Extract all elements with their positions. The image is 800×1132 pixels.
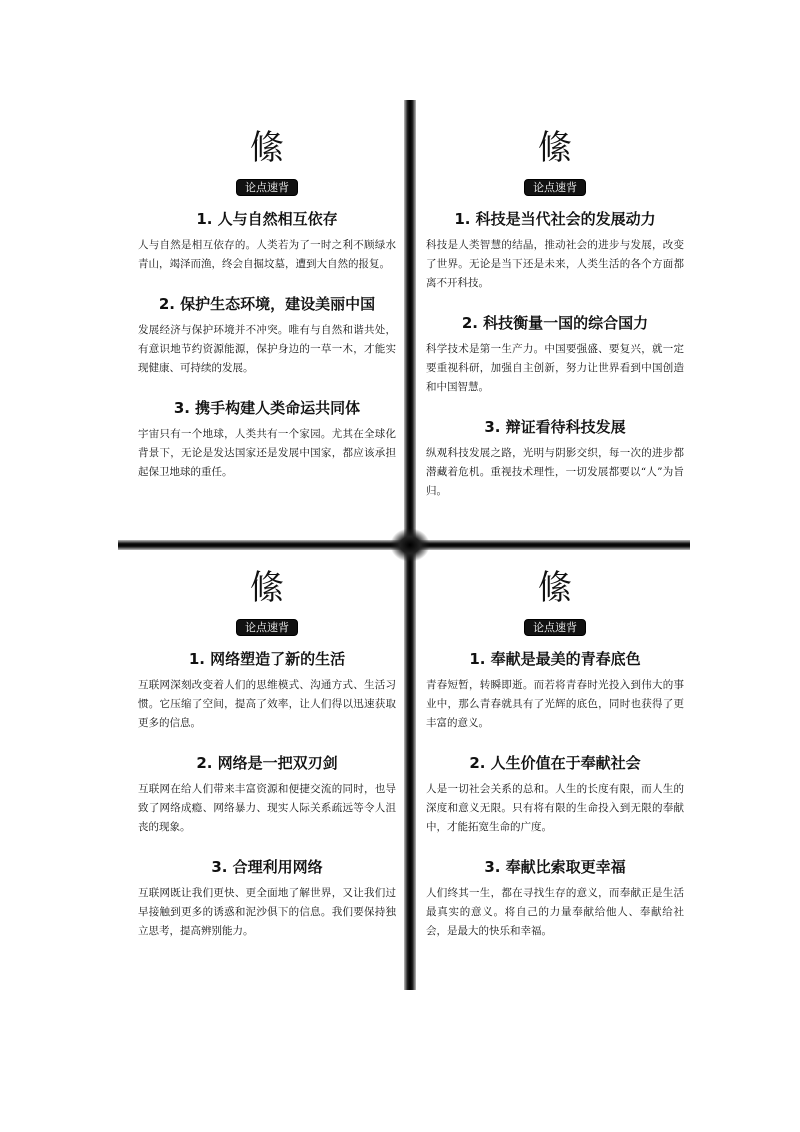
- calligraphy-logo: 絛: [250, 568, 284, 608]
- argument-body: 互联网在给人们带来丰富资源和便捷交流的同时，也导致了网络成瘾、网络暴力、现实人际关系疏远等令人沮丧的现象。: [138, 783, 396, 833]
- argument-body: 人与自然是相互依存的。人类若为了一时之利不顾绿水青山，竭泽而渔，终会自掘坟墓，遭到大自然的报复。: [138, 239, 396, 270]
- quadrant-dedication: [426, 568, 684, 941]
- argument-title: 2. 科技衡量一国的综合国力: [461, 314, 649, 332]
- argument-section: [138, 397, 396, 482]
- argument-body: 科技是人类智慧的结晶，推动社会的进步与发展，改变了世界。无论是当下还是未来，人类生活的各个方面都离不开科技。: [426, 239, 684, 289]
- argument-section: [138, 208, 396, 274]
- center-ornament: [390, 528, 430, 562]
- argument-title: 3. 携手构建人类命运共同体: [173, 399, 361, 417]
- argument-body: 纵观科技发展之路，光明与阴影交织，每一次的进步都潜藏着危机。重视技术理性，一切发展都要以“人”为旨归。: [426, 447, 684, 497]
- quadrant-internet: [138, 568, 396, 941]
- argument-title: 3. 合理利用网络: [211, 858, 323, 876]
- argument-section: [138, 648, 396, 733]
- argument-body: 人是一切社会关系的总和。人生的长度有限，而人生的深度和意义无限。只有将有限的生命投入到无限的奉献中，才能拓宽生命的广度。: [426, 783, 684, 833]
- argument-section: [426, 416, 684, 501]
- argument-title: 2. 保护生态环境，建设美丽中国: [158, 295, 376, 313]
- section-badge: 论点速背: [236, 619, 298, 636]
- argument-title: 1. 人与自然相互依存: [196, 210, 338, 228]
- calligraphy-logo: 絛: [250, 128, 284, 168]
- argument-body: 互联网既让我们更快、更全面地了解世界，又让我们过早接触到更多的诱惑和泥沙俱下的信息。我们要保持独立思考，提高辨别能力。: [138, 887, 396, 937]
- section-badge: 论点速背: [524, 179, 586, 196]
- argument-section: [426, 752, 684, 837]
- argument-body: 科学技术是第一生产力。中国要强盛、要复兴，就一定要重视科研，加强自主创新，努力让世界看到中国创造和中国智慧。: [426, 343, 684, 393]
- argument-title: 2. 网络是一把双刃剑: [196, 754, 338, 772]
- argument-title: 3. 辩证看待科技发展: [484, 418, 626, 436]
- argument-section: [138, 856, 396, 941]
- argument-title: 3. 奉献比索取更幸福: [484, 858, 626, 876]
- argument-body: 宇宙只有一个地球，人类共有一个家园。尤其在全球化背景下，无论是发达国家还是发展中国家，都应该承担起保卫地球的重任。: [138, 428, 396, 478]
- argument-title: 2. 人生价值在于奉献社会: [469, 754, 641, 772]
- argument-section: [426, 312, 684, 397]
- quadrant-technology: [426, 128, 684, 501]
- argument-title: 1. 科技是当代社会的发展动力: [454, 210, 656, 228]
- argument-section: [426, 856, 684, 941]
- argument-title: 1. 奉献是最美的青春底色: [469, 650, 641, 668]
- argument-section: [138, 293, 396, 378]
- argument-body: 互联网深刻改变着人们的思维模式、沟通方式、生活习惯。它压缩了空间，提高了效率，让人们得以迅速获取更多的信息。: [138, 679, 396, 729]
- argument-title: 1. 网络塑造了新的生活: [188, 650, 346, 668]
- argument-body: 青春短暂，转瞬即逝。而若将青春时光投入到伟大的事业中，那么青春就具有了光辉的底色，同时也获得了更丰富的意义。: [426, 679, 684, 729]
- argument-section: [426, 648, 684, 733]
- section-badge: 论点速背: [524, 619, 586, 636]
- section-badge: 论点速背: [236, 179, 298, 196]
- calligraphy-logo: 絛: [538, 128, 572, 168]
- argument-section: [426, 208, 684, 293]
- argument-body: 人们终其一生，都在寻找生存的意义，而奉献正是生活最真实的意义。将自己的力量奉献给他人、奉献给社会，是最大的快乐和幸福。: [426, 887, 684, 937]
- argument-section: [138, 752, 396, 837]
- argument-body: 发展经济与保护环境并不冲突。唯有与自然和谐共处，有意识地节约资源能源，保护身边的一草一木，才能实现健康、可持续的发展。: [138, 324, 396, 374]
- calligraphy-logo: 絛: [538, 568, 572, 608]
- quadrant-nature: [138, 128, 396, 482]
